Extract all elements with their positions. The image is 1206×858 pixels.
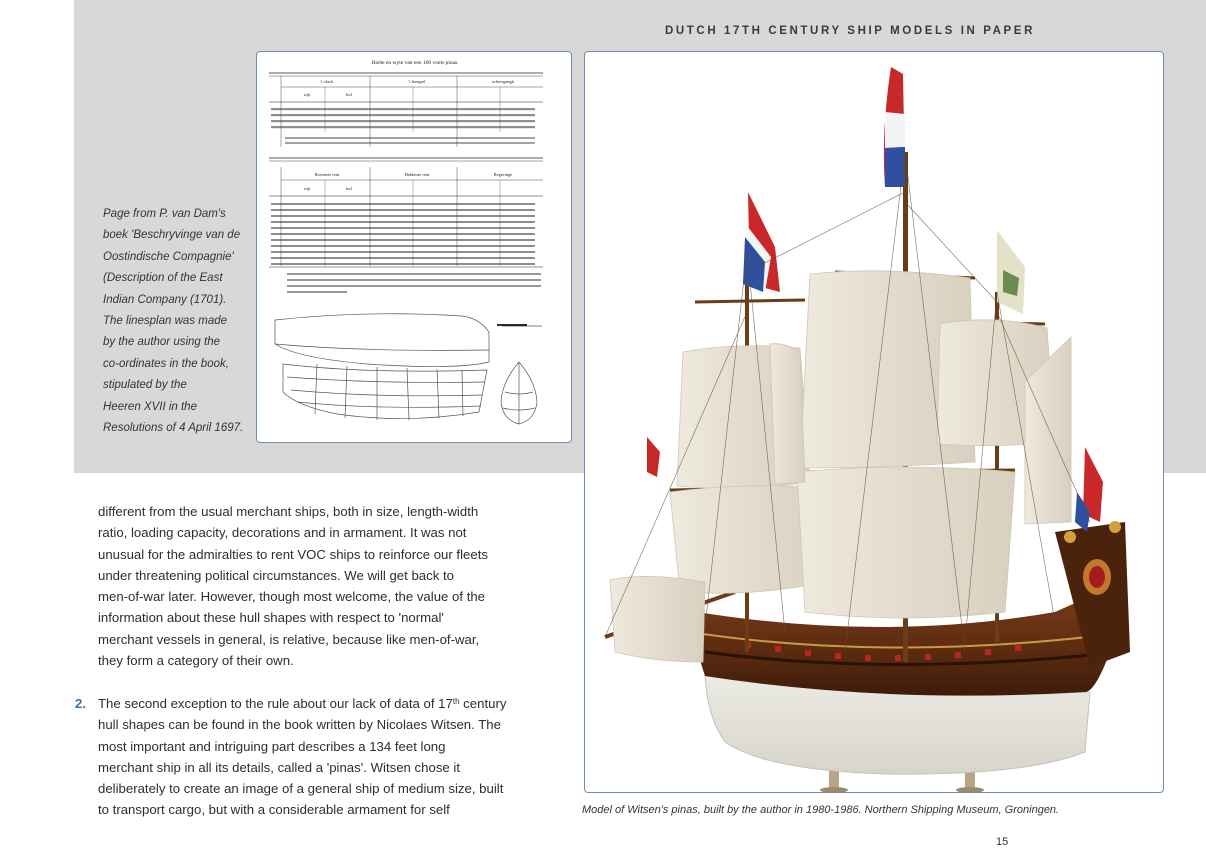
caption-line: co-ordinates in the book, — [103, 357, 229, 370]
caption-line: (Description of the East — [103, 272, 223, 285]
historical-table-image — [257, 52, 572, 443]
table-sub-header: wijt — [303, 92, 311, 97]
body-line: hull shapes can be found in the book written by Nicolaes Witsen. The — [98, 717, 501, 733]
body-line: deliberately to create an image of a general ship of medium size, built — [98, 781, 504, 797]
body-line: men-of-war later. However, though most welcome, the value of the — [98, 589, 486, 605]
table-group-header: 't vlack — [320, 79, 334, 84]
body-paragraph-1 — [98, 501, 488, 671]
running-header: DUTCH 17TH CENTURY SHIP MODELS IN PAPER — [665, 25, 1035, 37]
body-paragraph-2 — [98, 693, 506, 821]
ship-model-image — [585, 52, 1164, 793]
body-line-first — [98, 693, 506, 714]
ship-figure-caption: Model of Witsen's pinas, built by the author in 1980-1986. Northern Shipping Museum, Groningen. — [582, 804, 1060, 816]
ship-model-figure — [584, 51, 1164, 793]
caption-line: Heeren XVII in the — [103, 400, 197, 413]
body-line: merchant vessels in general, is relative, because like men-of-war, — [98, 631, 480, 647]
body-line: under threatening political circumstances. We will get back to — [98, 567, 454, 583]
body-line: to transport cargo, but with a considerable armament for self — [98, 802, 450, 818]
body-text-segment: The second exception to the rule about our lack of data of 17 — [98, 696, 453, 711]
table-sub-header: hol — [346, 186, 352, 191]
body-line: they form a category of their own. — [98, 653, 294, 669]
table-group-header: Bovenste rent — [314, 172, 340, 177]
superscript: th — [452, 697, 460, 706]
body-line: information about these hull shapes with respect to 'normal' — [98, 610, 444, 626]
table-figure-caption — [103, 204, 253, 439]
caption-line: by the author using the — [103, 336, 220, 349]
caption-line: stipulated by the — [103, 379, 187, 392]
table-group-header: 't boegsel — [408, 79, 426, 84]
caption-line: Resolutions of 4 April 1697. — [103, 422, 244, 435]
caption-line: boek 'Beschryvinge van de — [103, 229, 241, 242]
body-text-segment: century — [459, 696, 507, 711]
table-sub-header: wijt — [303, 186, 311, 191]
caption-line: Oostindische Compagnie' — [103, 250, 234, 263]
table-group-header: achtergangh — [492, 79, 514, 84]
list-number: 2. — [75, 696, 86, 711]
historical-table-figure — [256, 51, 572, 443]
table-title: Hoëte en wyte van een 100 voets pinas. — [371, 60, 459, 66]
body-line: ratio, loading capacity, decorations and in armament. It was not — [98, 525, 467, 541]
body-line: merchant ship in all its details, called a 'pinas'. Witsen chose it — [98, 759, 460, 775]
caption-line: Indian Company (1701). — [103, 293, 227, 306]
caption-line: Page from P. van Dam's — [103, 208, 226, 220]
body-line: unusual for the admiralties to rent VOC ships to reinforce our fleets — [98, 546, 488, 562]
page-number: 15 — [996, 836, 1009, 848]
body-line: different from the usual merchant ships, both in size, length-width — [98, 504, 479, 519]
caption-line: The linesplan was made — [103, 315, 228, 328]
table-group-header: Regeringe — [493, 172, 513, 177]
table-group-header: Hekkeste rent — [404, 172, 430, 177]
body-line: most important and intriguing part describes a 134 feet long — [98, 738, 446, 754]
table-sub-header: hol — [346, 92, 352, 97]
